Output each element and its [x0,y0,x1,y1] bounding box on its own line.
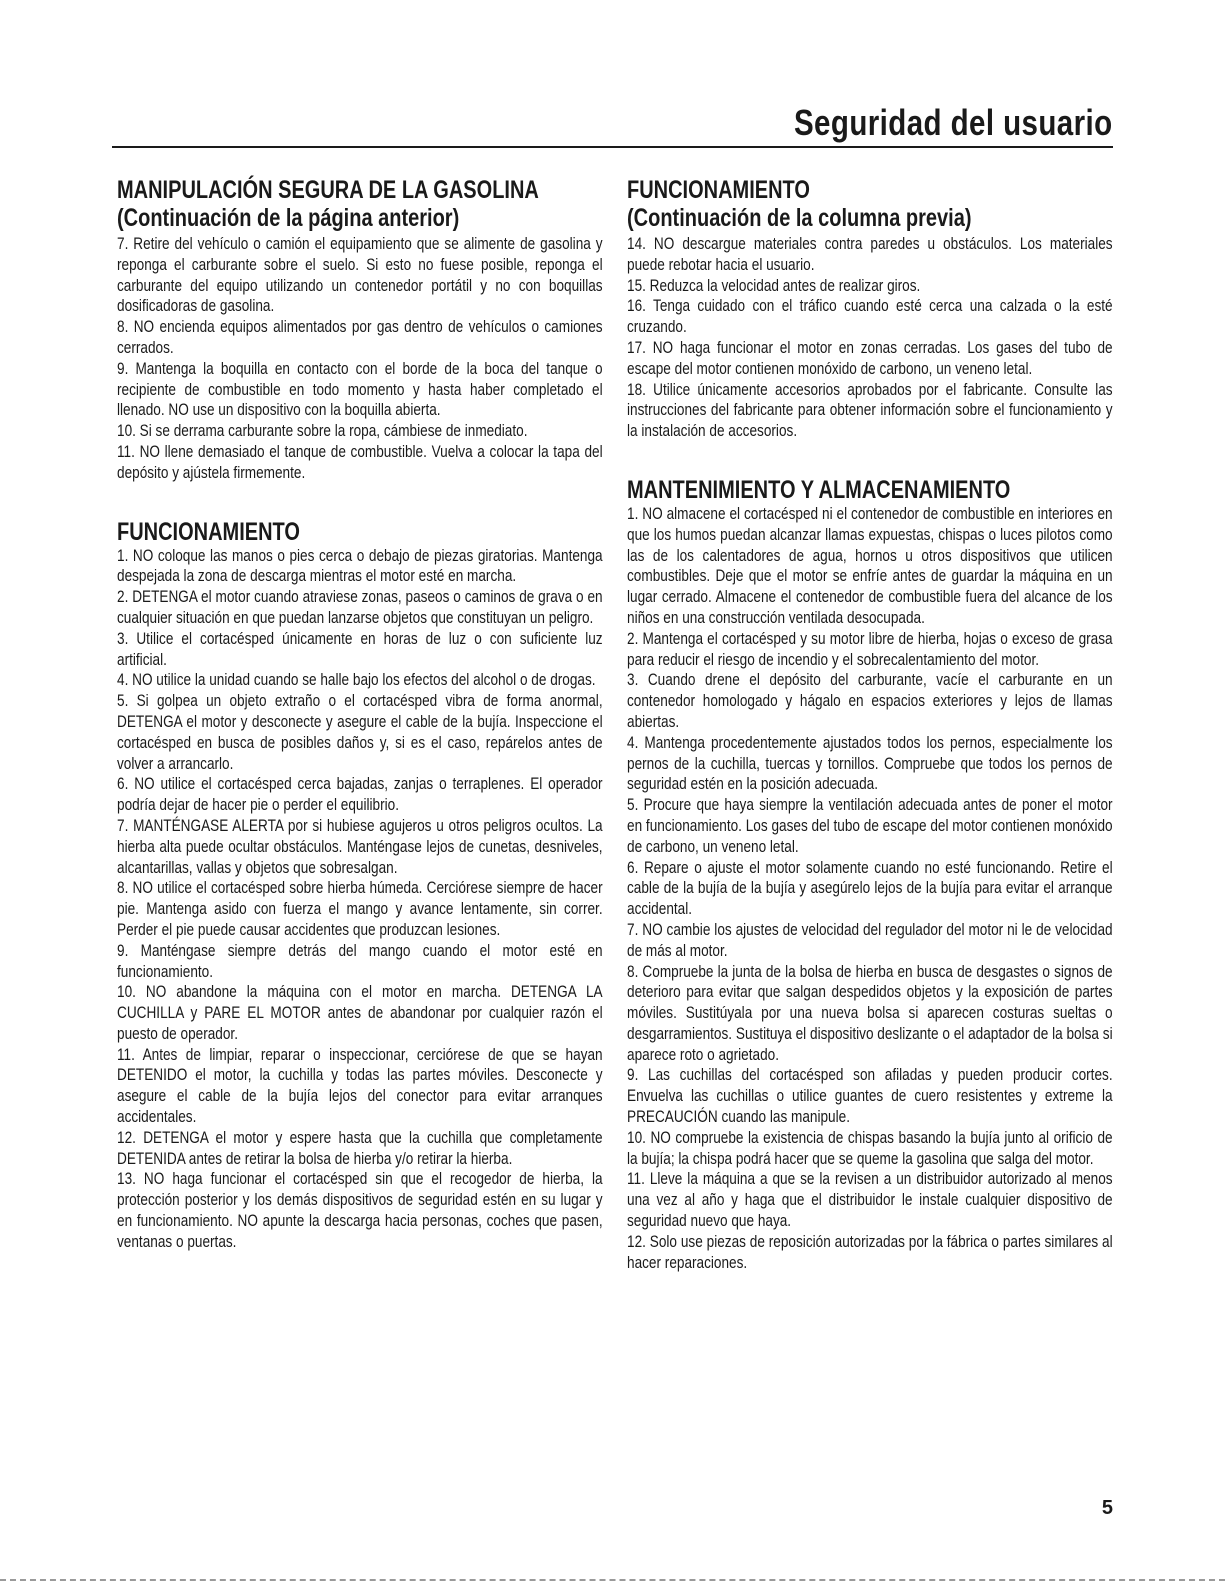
list-item: 18. Utilice únicamente accesorios aprobados por el fabricante. Consulte las instrucciones del fabricante para obtener información sobre el funcionamiento y la instalación de accesorios. [627,379,1113,441]
list-item: 2. DETENGA el motor cuando atraviese zonas, paseos o caminos de grava o en cualquier situación en que puedan lanzarse objetos que constituyan un peligro. [117,587,603,627]
list-item: 10. Si se derrama carburante sobre la ropa, cámbiese de inmediato. [117,421,528,441]
list-item: 9. Manténgase siempre detrás del mango cuando el motor esté en funcionamiento. [117,940,603,981]
list-item: 10. NO compruebe la existencia de chispas basando la bujía junto al orificio de la bujía; la chispa podrá hacer que se queme la gasolina que salga del motor. [627,1127,1113,1168]
section-heading: MANTENIMIENTO Y ALMACENAMIENTO [627,475,1011,504]
list-item: 8. NO utilice el cortacésped sobre hierba húmeda. Cerciórese siempre de hacer pie. Mantenga asido con fuerza el mango y avance lentamente, sin correr. Perder el pie puede causar accidentes que produzcan lesiones. [117,878,603,939]
item-list [117,234,603,484]
item-list [627,234,1113,442]
list-item: 15. Reduzca la velocidad antes de realizar giros. [627,275,921,295]
section-heading: FUNCIONAMIENTO [627,176,810,204]
list-item: 1. NO coloque las manos o pies cerca o debajo de piezas giratorias. Mantenga despejada la zona de descarga mientras el motor esté en marcha. [117,545,603,586]
list-item: 7. Retire del vehículo o camión el equipamiento que se alimente de gasolina y reponga el carburante sobre el suelo. Si esto no fuese posible, reponga el carburante del equipo utilizando un contenedor portátil y no con boquillas dosificadoras de gasolina. [117,234,603,316]
section [627,476,1113,1273]
section [627,176,1113,442]
list-item: 14. NO descargue materiales contra paredes u obstáculos. Los materiales puede rebotar hacia el usuario. [627,234,1113,274]
list-item: 4. NO utilice la unidad cuando se halle bajo los efectos del alcohol o de drogas. [117,670,596,690]
list-item: 6. NO utilice el cortacésped cerca bajadas, zanjas o terraplenes. El operador podría dejar de hacer pie o perder el equilibrio. [117,774,603,815]
list-item: 12. Solo use piezas de reposición autorizadas por la fábrica o partes similares al hacer reparaciones. [627,1231,1113,1272]
list-item: 7. NO cambie los ajustes de velocidad del regulador del motor ni le de velocidad de más al motor. [627,919,1113,960]
list-item: 7. MANTÉNGASE ALERTA por si hubiese agujeros u otros peligros ocultos. La hierba alta puede ocultar obstáculos. Manténgase lejos de cunetas, desniveles, alcantarillas, vallas y objetos que sobresalgan. [117,815,603,877]
list-item: 11. NO llene demasiado el tanque de combustible. Vuelva a colocar la tapa del depósito y ajústela firmemente. [117,441,603,482]
header-rule [112,146,1113,148]
list-item: 3. Utilice el cortacésped únicamente en horas de luz o con suficiente luz artificial. [117,628,603,669]
bottom-dashed-rule [0,1579,1225,1581]
list-item: 10. NO abandone la máquina con el motor en marcha. DETENGA LA CUCHILLA y PARE EL MOTOR antes de abandonar por cualquier razón el puesto de operador. [117,982,603,1043]
list-item: 11. Lleve la máquina a que se la revisen a un distribuidor autorizado al menos una vez al año y haga que el distribuidor le instale cualquier dispositivo de seguridad nuevo que haya. [627,1169,1113,1231]
list-item: 13. NO haga funcionar el cortacésped sin que el recogedor de hierba, la protección posterior y los demás dispositivos de seguridad estén en su lugar y en funcionamiento. NO apunte la descarga hacia personas, coches que pasen, ventanas o puertas. [117,1169,603,1251]
item-list [117,546,603,1253]
list-item: 5. Procure que haya siempre la ventilación adecuada antes de poner el motor en funcionamiento. Los gases del tubo de escape del motor contienen monóxido de carbono, un veneno letal. [627,795,1113,856]
section-heading: FUNCIONAMIENTO [117,517,300,546]
page-number: 5 [1101,1497,1113,1519]
right-column [627,176,1127,1307]
left-column [117,176,617,1287]
left-column-content [117,176,603,1253]
list-item: 8. Compruebe la junta de la bolsa de hierba en busca de desgastes o signos de deterioro para evitar que salgan despedidos objetos y la exposición de partes móviles. Sustitúyala por una nueva bolsa si aparecen costuras sueltas o desgarramientos. Sustituya el dispositivo deslizante o el adaptador de la bolsa si aparece roto o agrietado. [627,961,1113,1064]
list-item: 3. Cuando drene el depósito del carburante, vacíe el carburante en un contenedor homologado y hágalo en espacios exteriores y lejos de llamas abiertas. [627,670,1113,731]
page-title: Seguridad del usuario [794,102,1113,143]
list-item: 8. NO encienda equipos alimentados por gas dentro de vehículos o camiones cerrados. [117,317,603,357]
list-item: 5. Si golpea un objeto extraño o el cortacésped vibra de forma anormal, DETENGA el motor y desconecte y asegure el cable de la bujía. Inspeccione el cortacésped en busca de posibles daños y, si es el caso, repárelos antes de volver a arrancarlo. [117,691,603,773]
list-item: 9. Mantenga la boquilla en contacto con el borde de la boca del tanque o recipiente de combustible en todo momento y hasta haber completado el llenado. NO use un dispositivo con la boquilla abierta. [117,358,603,420]
list-item: 11. Antes de limpiar, reparar o inspeccionar, cerciórese de que se hayan DETENIDO el motor, la cuchilla y todas las partes móviles. Desconecte y asegure el cable de la bujía lejos del conector para evitar arranques accidentales. [117,1044,603,1127]
list-item: 4. Mantenga procedentemente ajustados todos los pernos, especialmente los pernos de la cuchilla, tuercas y tornillos. Compruebe que todos los pernos de seguridad estén en la posición adecuada. [627,732,1113,794]
right-column-content [627,176,1113,1273]
section-subheading: (Continuación de la columna previa) [627,204,972,232]
section [117,176,603,484]
list-item: 17. NO haga funcionar el motor en zonas cerradas. Los gases del tubo de escape del motor contienen monóxido de carbono, un veneno letal. [627,337,1113,378]
section-subheading: (Continuación de la página anterior) [117,204,460,232]
list-item: 1. NO almacene el cortacésped ni el contenedor de combustible en interiores en que los humos puedan alcanzar llamas expuestas, chispas o luces pilotos como las de los calentadores de agua, hornos u otros dispositivos que utilicen combustibles. Deje que el motor se enfríe antes de guardar la máquina en un lugar cerrado. Almacene el contenedor de combustible fuera del alcance de los niños en una construcción ventilada desocupada. [627,503,1113,627]
list-item: 16. Tenga cuidado con el tráfico cuando esté cerca una calzada o la esté cruzando. [627,296,1113,337]
section-heading: MANIPULACIÓN SEGURA DE LA GASOLINA [117,176,539,204]
item-list [627,504,1113,1273]
section [117,518,603,1253]
list-item: 12. DETENGA el motor y espere hasta que la cuchilla que completamente DETENIDA antes de retirar la bolsa de hierba y/o retirar la hierba. [117,1127,603,1168]
list-item: 2. Mantenga el cortacésped y su motor libre de hierba, hojas o exceso de grasa para reducir el riesgo de incendio y el sobrecalentamiento del motor. [627,628,1113,669]
list-item: 6. Repare o ajuste el motor solamente cuando no esté funcionando. Retire el cable de la bujía de la bujía y asegúrelo lejos de la bujía para evitar el arranque accidental. [627,857,1113,919]
list-item: 9. Las cuchillas del cortacésped son afiladas y pueden producir cortes. Envuelva las cuchillas o utilice guantes de cuero resistentes y extreme la PRECAUCIÓN cuando las manipule. [627,1065,1113,1127]
